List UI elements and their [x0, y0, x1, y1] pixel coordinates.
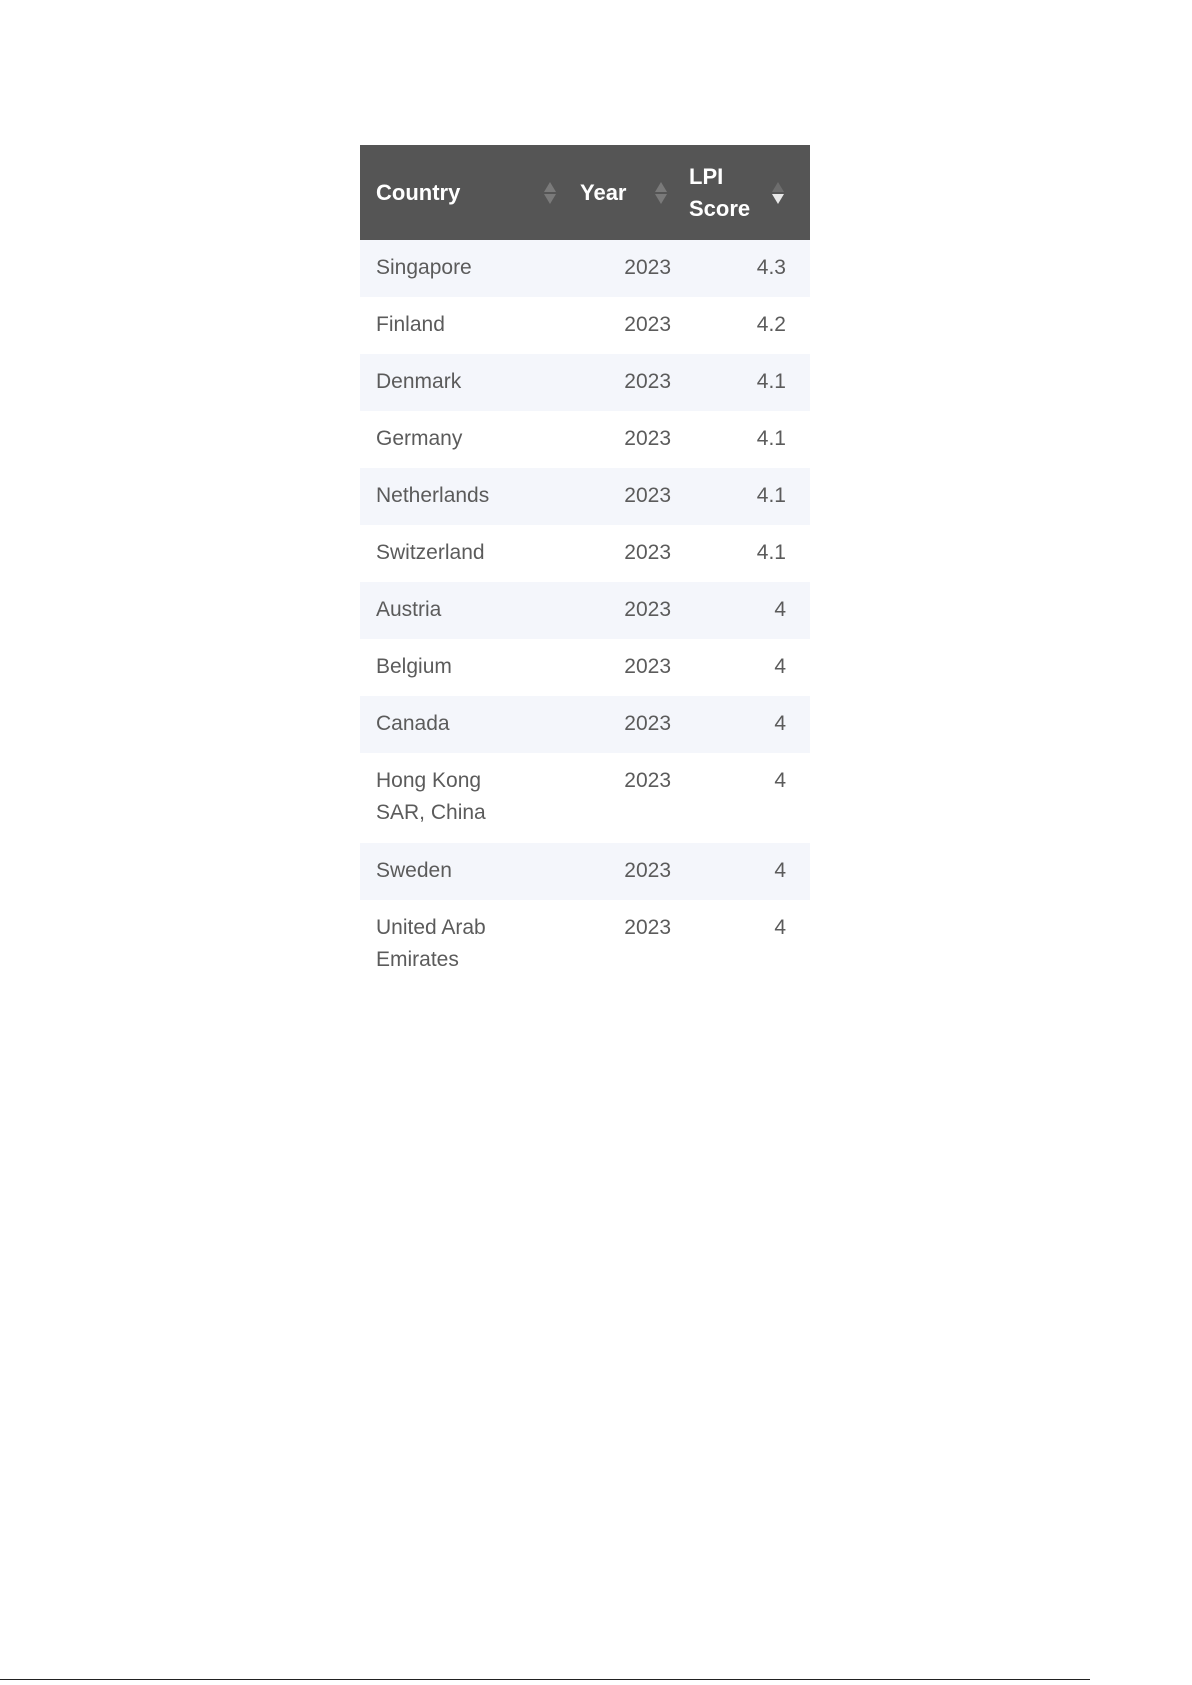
cell-lpi-score: 4 — [774, 655, 786, 678]
table-row — [360, 843, 810, 900]
column-header-label: Country — [376, 179, 461, 205]
cell-lpi-score: 4 — [774, 859, 786, 882]
cell-year: 2023 — [624, 916, 671, 939]
sort-icon[interactable] — [655, 182, 667, 204]
column-header-label: LPI Score — [689, 163, 751, 221]
table-row — [360, 639, 810, 696]
table-row — [360, 582, 810, 639]
column-header-label: Year — [580, 179, 627, 205]
cell-year: 2023 — [624, 427, 671, 450]
cell-year: 2023 — [624, 769, 671, 792]
cell-country: Denmark — [376, 370, 462, 393]
table-row — [360, 525, 810, 582]
cell-lpi-score: 4.3 — [756, 256, 786, 279]
column-header-lpi-score[interactable] — [671, 145, 810, 240]
cell-country: Canada — [376, 712, 450, 735]
cell-country: United Arab Emirates — [376, 916, 486, 971]
cell-year: 2023 — [624, 313, 671, 336]
table-header — [360, 145, 810, 240]
cell-year: 2023 — [624, 859, 671, 882]
lpi-table-container — [360, 145, 810, 990]
cell-lpi-score: 4.1 — [756, 370, 786, 393]
cell-country: Austria — [376, 598, 442, 621]
table-row — [360, 354, 810, 411]
cell-year: 2023 — [624, 541, 671, 564]
cell-year: 2023 — [624, 484, 671, 507]
cell-lpi-score: 4 — [774, 916, 786, 939]
cell-lpi-score: 4 — [774, 598, 786, 621]
table-body — [360, 240, 810, 990]
cell-year: 2023 — [624, 256, 671, 279]
page-bottom-rule — [0, 1679, 1090, 1680]
table-row — [360, 240, 810, 297]
cell-country: Germany — [376, 427, 463, 450]
table-row — [360, 753, 810, 843]
table-row — [360, 900, 810, 990]
cell-lpi-score: 4.1 — [756, 484, 786, 507]
cell-year: 2023 — [624, 370, 671, 393]
cell-country: Hong Kong SAR, China — [376, 769, 486, 824]
cell-year: 2023 — [624, 598, 671, 621]
table-row — [360, 411, 810, 468]
table-row — [360, 297, 810, 354]
column-header-year[interactable] — [566, 145, 671, 240]
header-row — [360, 145, 810, 240]
table-row — [360, 468, 810, 525]
cell-lpi-score: 4.1 — [756, 427, 786, 450]
cell-country: Finland — [376, 313, 445, 336]
cell-lpi-score: 4 — [774, 769, 786, 792]
sort-icon[interactable] — [544, 182, 556, 204]
table-row — [360, 696, 810, 753]
cell-year: 2023 — [624, 712, 671, 735]
cell-country: Singapore — [376, 256, 472, 279]
cell-lpi-score: 4.2 — [756, 313, 786, 336]
cell-country: Sweden — [376, 859, 452, 882]
column-header-country[interactable] — [360, 145, 566, 240]
lpi-table — [360, 145, 810, 990]
cell-country: Netherlands — [376, 484, 490, 507]
cell-lpi-score: 4 — [774, 712, 786, 735]
cell-year: 2023 — [624, 655, 671, 678]
cell-country: Switzerland — [376, 541, 485, 564]
cell-country: Belgium — [376, 655, 452, 678]
cell-lpi-score: 4.1 — [756, 541, 786, 564]
sort-desc-icon[interactable] — [772, 182, 784, 204]
